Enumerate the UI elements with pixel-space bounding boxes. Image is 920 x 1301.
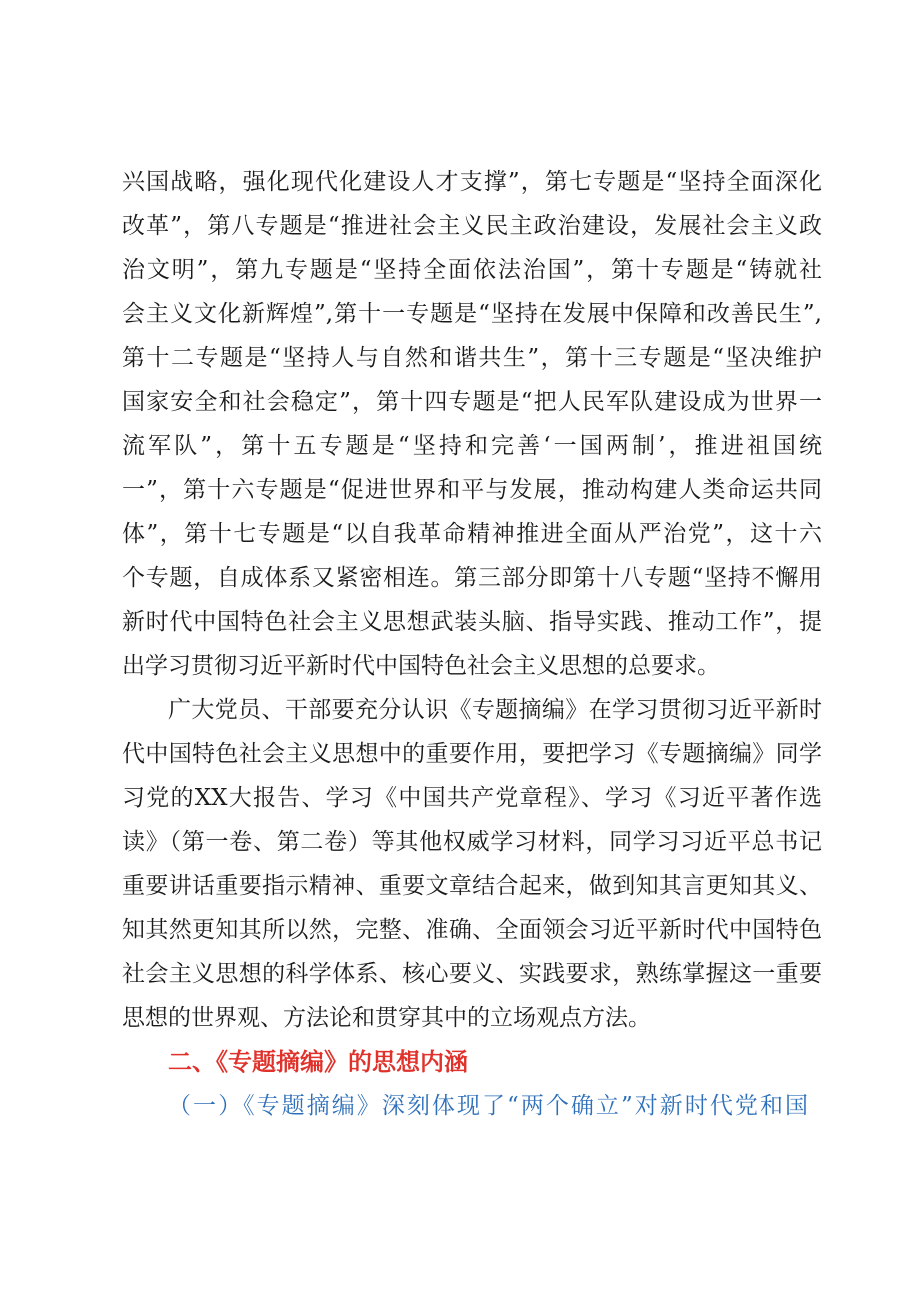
paragraph-line: 改革”，第八专题是“推进社会主义民主政治建设，发展社会主义政 (122, 213, 822, 239)
sub-heading: （一）《专题摘编》深刻体现了“两个确立”对新时代党和国 (168, 1093, 808, 1119)
paragraph-line: 治文明”，第九专题是“坚持全面依法治国”，第十专题是“铸就社 (122, 257, 822, 283)
paragraph-line: 广大党员、干部要充分认识《专题摘编》在学习贯彻习近平新时 (168, 697, 822, 723)
paragraph-line: 个专题，自成体系又紧密相连。第三部分即第十八专题“坚持不懈用 (122, 565, 822, 591)
paragraph-line: 一”，第十六专题是“促进世界和平与发展，推动构建人类命运共同 (122, 477, 822, 503)
paragraph-line: 思想的世界观、方法论和贯穿其中的立场观点方法。 (122, 1005, 651, 1031)
paragraph-line: 兴国战略，强化现代化建设人才支撑”，第七专题是“坚持全面深化 (122, 169, 822, 195)
paragraph-line: 新时代中国特色社会主义思想武装头脑、指导实践、推动工作”，提 (122, 609, 822, 635)
paragraph-line: 流军队”，第十五专题是“坚持和完善‘一国两制’，推进祖国统 (122, 433, 822, 459)
paragraph-line: 国家安全和社会稳定”，第十四专题是“把人民军队建设成为世界一 (122, 389, 822, 415)
paragraph-line: 第十二专题是“坚持人与自然和谐共生”，第十三专题是“坚决维护 (122, 345, 822, 371)
paragraph-line: 代中国特色社会主义思想中的重要作用，要把学习《专题摘编》同学 (122, 741, 822, 767)
paragraph-line: 体”，第十七专题是“以自我革命精神推进全面从严治党”，这十六 (122, 521, 822, 547)
paragraph-line: 出学习贯彻习近平新时代中国特色社会主义思想的总要求。 (122, 653, 720, 679)
paragraph-line: 习党的XX大报告、学习《中国共产党章程》、学习《习近平著作选 (122, 785, 822, 811)
paragraph-line: 重要讲话重要指示精神、重要文章结合起来，做到知其言更知其义、 (122, 873, 822, 899)
paragraph-line: 读》（第一卷、第二卷）等其他权威学习材料，同学习习近平总书记 (122, 829, 822, 855)
paragraph-line: 知其然更知其所以然，完整、准确、全面领会习近平新时代中国特色 (122, 917, 822, 943)
paragraph-line: 社会主义思想的科学体系、核心要义、实践要求，熟练掌握这一重要 (122, 961, 822, 987)
paragraph-line: 会主义文化新辉煌”,第十一专题是“坚持在发展中保障和改善民生”, (122, 301, 822, 327)
section-heading: 二、《专题摘编》的思想内涵 (168, 1048, 468, 1076)
